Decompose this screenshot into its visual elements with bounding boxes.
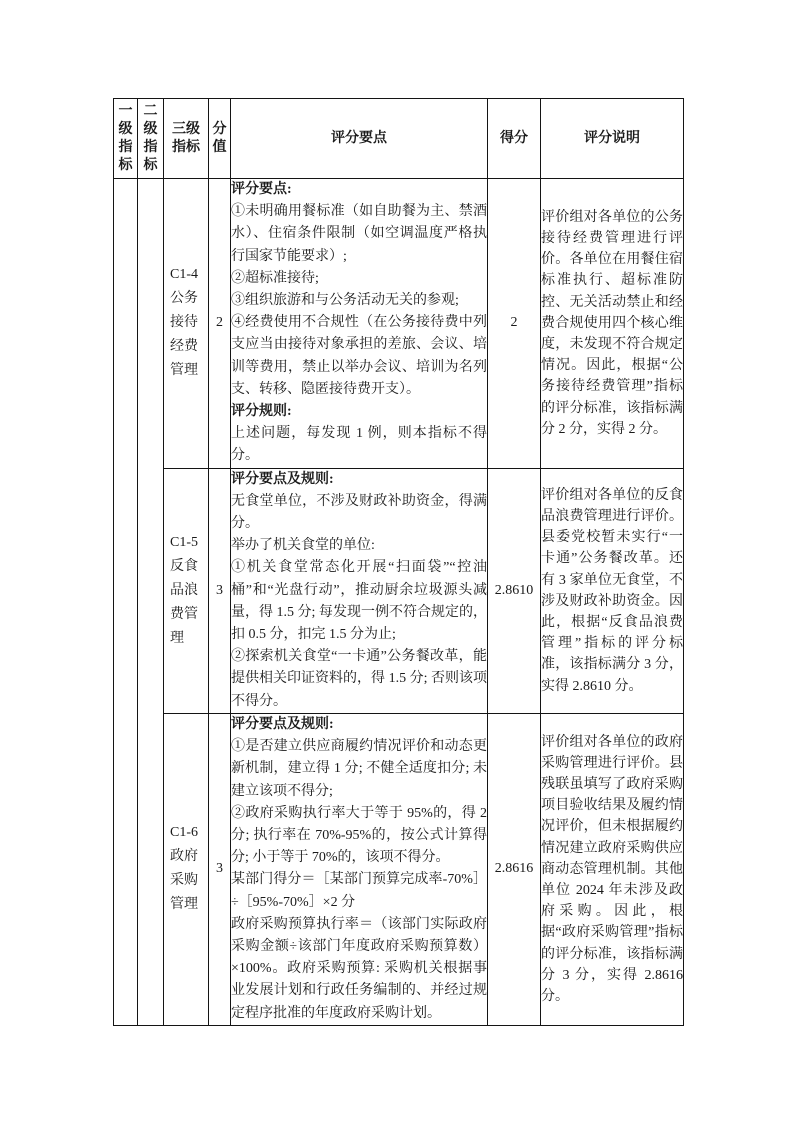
header-explanation-label: 评分说明 — [584, 130, 640, 146]
indicator-name: 政府采购管理 — [170, 849, 198, 913]
indicator-code: C1-5 — [170, 534, 198, 550]
indicator-cell — [164, 468, 209, 713]
level2-cell-empty — [138, 179, 164, 1026]
level1-cell-empty — [114, 179, 138, 1026]
indicator-code: C1-6 — [170, 825, 198, 841]
indicator-block — [170, 263, 202, 383]
header-level3 — [164, 99, 209, 179]
max-score-cell: 2 — [209, 179, 231, 469]
scoring-points-heading: 评分要点及规则: — [231, 716, 334, 732]
evaluation-table — [113, 98, 684, 1026]
scoring-points-text: 上述问题，每发现 1 例，则本指标不得分。 — [231, 426, 487, 464]
score-cell: 2.8616 — [488, 713, 541, 1025]
scoring-points-text: ②超标准接待; — [231, 270, 319, 286]
scoring-points-text: ③组织旅游和与公务活动无关的参观; — [231, 293, 459, 309]
scoring-points-cell — [231, 713, 488, 1025]
indicator-block — [170, 531, 202, 651]
header-explanation — [541, 99, 684, 179]
scoring-points-text: ①未明确用餐标准（如自助餐为主、禁酒水）、住宿条件限制（如空调温度严格执行国家节能要求）; — [231, 204, 487, 264]
table-row — [114, 713, 684, 1025]
explanation-text: 评价组对各单位的公务接待经费管理进行评价。各单位在用餐住宿标准执行、超标准防控、无关活动禁止和经费合规使用四个核心维度，未发现不符合规定情况。因此，根据“公务接待经费管理”指标的评分标准，该指标满分 2 分，实得 2 分。 — [541, 209, 683, 437]
scoring-points-text: 无食堂单位，不涉及财政补助资金，得满分。 — [231, 493, 487, 532]
indicator-name: 反食品浪费管理 — [170, 558, 198, 646]
scoring-points-text: ①机关食堂常态化开展“扫面袋”“控油桶”和“光盘行动”，推动厨余垃圾源头减量，得 1.5 分; 每发现一例不符合规定的，扣 0.5 分，扣完 1.5 分为止; — [231, 560, 487, 643]
indicator-cell — [164, 713, 209, 1025]
explanation-cell — [541, 179, 684, 469]
header-row — [114, 99, 684, 179]
scoring-points-text: ②政府采购执行率大于等于 95%的，得 2 分; 执行率在 70%-95%的，按公式计算得分; 小于等于 70%的，该项不得分。 — [231, 805, 487, 866]
header-maxscore — [209, 99, 231, 179]
scoring-points-cell — [231, 468, 488, 713]
scoring-points-cell — [231, 179, 488, 469]
scoring-points-text: 某部门得分＝［某部门预算完成率-70%］÷［95%-70%］×2 分 — [231, 872, 487, 910]
indicator-code: C1-4 — [170, 267, 198, 283]
header-points-label: 评分要点 — [331, 130, 387, 146]
header-level1-label: 一级指标 — [118, 103, 133, 173]
header-score — [488, 99, 541, 179]
explanation-cell — [541, 468, 684, 713]
scoring-points-text: ①是否建立供应商履约情况评价和动态更新机制，建立得 1 分; 不健全适度扣分; 未建立该项不得分; — [231, 739, 487, 799]
table-body — [114, 179, 684, 1026]
header-points — [231, 99, 488, 179]
score-cell: 2 — [488, 179, 541, 469]
scoring-points-heading: 评分规则: — [231, 404, 292, 420]
max-score-cell: 3 — [209, 468, 231, 713]
indicator-cell — [164, 179, 209, 469]
scoring-points-heading: 评分要点: — [231, 182, 292, 197]
score-cell: 2.8610 — [488, 468, 541, 713]
explanation-text: 评价组对各单位的反食品浪费管理进行评价。县委党校暂未实行“一卡通”公务餐改革。还有 3 家单位无食堂，不涉及财政补助资金。因此，根据“反食品浪费管理”指标的评分标准，该指标满分 3 分，实得 2.8610 分。 — [541, 487, 683, 694]
scoring-points-text: ②探索机关食堂“一卡通”公务餐改革，能提供相关印证资料的，得 1.5 分; 否则该项不得分。 — [231, 649, 487, 709]
header-level2-label: 二级指标 — [143, 103, 158, 173]
indicator-block — [170, 821, 202, 917]
max-score-cell: 3 — [209, 713, 231, 1025]
scoring-points-text: 政府采购预算执行率＝（该部门实际政府采购金额÷该部门年度政府采购预算数）×100%。政府采购预算: 采购机关根据事业发展计划和行政任务编制的、并经过规定程序批准的年度政府采购计划。 — [231, 916, 487, 1021]
indicator-name: 公务接待经费管理 — [170, 291, 198, 379]
explanation-cell — [541, 713, 684, 1025]
explanation-text: 评价组对各单位的政府采购管理进行评价。县残联虽填写了政府采购项目验收结果及履约情况评价，但未根据履约情况建立政府采购供应商动态管理机制。其他单位 2024 年未涉及政府采购。因此，根据“政府采购管理”指标的评分标准，该指标满分 3 分，实得 2.8616 分。 — [541, 734, 683, 1004]
header-maxscore-label: 分值 — [212, 121, 227, 155]
header-level2 — [138, 99, 164, 179]
header-level3-label: 三级指标 — [172, 121, 200, 155]
header-score-label: 得分 — [500, 130, 528, 146]
scoring-points-text: 举办了机关食堂的单位: — [231, 538, 375, 554]
scoring-points-heading: 评分要点及规则: — [231, 471, 334, 487]
table-row — [114, 468, 684, 713]
table-row — [114, 179, 684, 469]
scoring-points-text: ④经费使用不合规性（在公务接待费中列支应当由接待对象承担的差旅、会议、培训等费用，禁止以举办会议、培训为名列支、转移、隐匿接待费开支）。 — [231, 315, 487, 397]
header-level1 — [114, 99, 138, 179]
